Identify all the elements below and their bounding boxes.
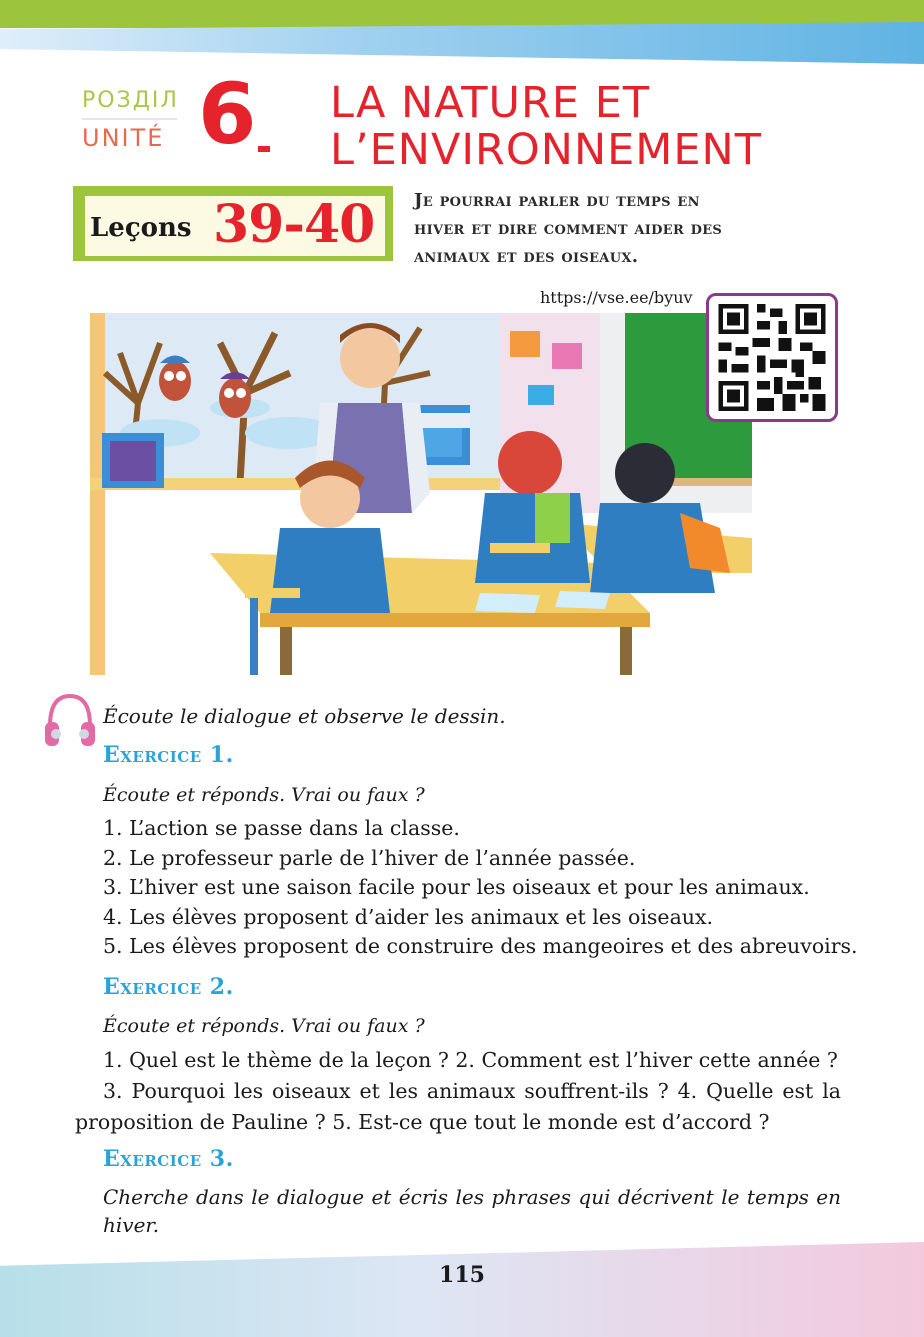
exercise2-title: Exercice 2. [103,974,234,1000]
exercise1-item: 3. L’hiver est une saison facile pour les oiseaux et pour les animaux. [103,875,810,899]
section-label-ua: РОЗДІЛ [82,88,179,113]
exercise2-line2: 3. Pourquoi les oiseaux et les animaux souffrent-ils ? 4. Quelle est la proposition de Pauline ? 5. Est-ce que tout le monde est d’accord ? [75,1079,841,1134]
bottom-gradient-band [0,1242,924,1337]
listening-instruction: Écoute le dialogue et observe le dessin. [103,704,506,728]
unit-title-line1: LA NATURE ET [330,78,651,128]
section-label-fr: UNITÉ [82,124,165,152]
section-label-divider [82,118,177,120]
unit-number: 6 [198,65,257,163]
lesson-number: 39-40 [213,194,375,255]
exercise1-item: 4. Les élèves proposent d’aider les animaux et les oiseaux. [103,904,714,929]
objective-line3: animaux et des oiseaux. [414,246,639,267]
exercise1-items [103,814,883,962]
exercise2-questions [75,1045,841,1138]
lesson-label: Leçons [90,213,192,243]
exercise1-title: Exercice 1. [103,742,234,768]
exercise3-title: Exercice 3. [103,1146,234,1172]
exercise1-item: 5. Les élèves proposent de construire des mangeoires et des abreuvoirs. [103,934,858,958]
exercise1-item: 1. L’action se passe dans la classe. [103,816,460,840]
exercise1-subtitle: Écoute et réponds. Vrai ou faux ? [103,784,425,806]
objective-line2: hiver et dire comment aider des [414,218,723,239]
unit-title [330,80,762,174]
lesson-objectives [414,187,834,271]
exercise2-subtitle: Écoute et réponds. Vrai ou faux ? [103,1015,425,1037]
exercise1-item: 2. Le professeur parle de l’hiver de l’année passée. [103,845,636,870]
exercise3-text: Cherche dans le dialogue et écris les phrases qui décrivent le temps en hiver. [103,1185,841,1237]
resource-url[interactable]: https://vse.ee/byuv [540,288,693,307]
top-blue-band [0,22,924,82]
headphones-icon [42,690,98,750]
classroom-illustration [90,313,752,675]
objective-line1: Je pourrai parler du temps en [414,190,700,211]
unit-title-line2: L’ENVIRONNEMENT [330,125,762,175]
unit-number-dot [258,146,270,152]
exercise2-line1: 1. Quel est le thème de la leçon ? 2. Comment est l’hiver cette année ? [103,1048,838,1072]
page-number: 115 [439,1262,485,1288]
qr-code[interactable] [706,293,838,422]
